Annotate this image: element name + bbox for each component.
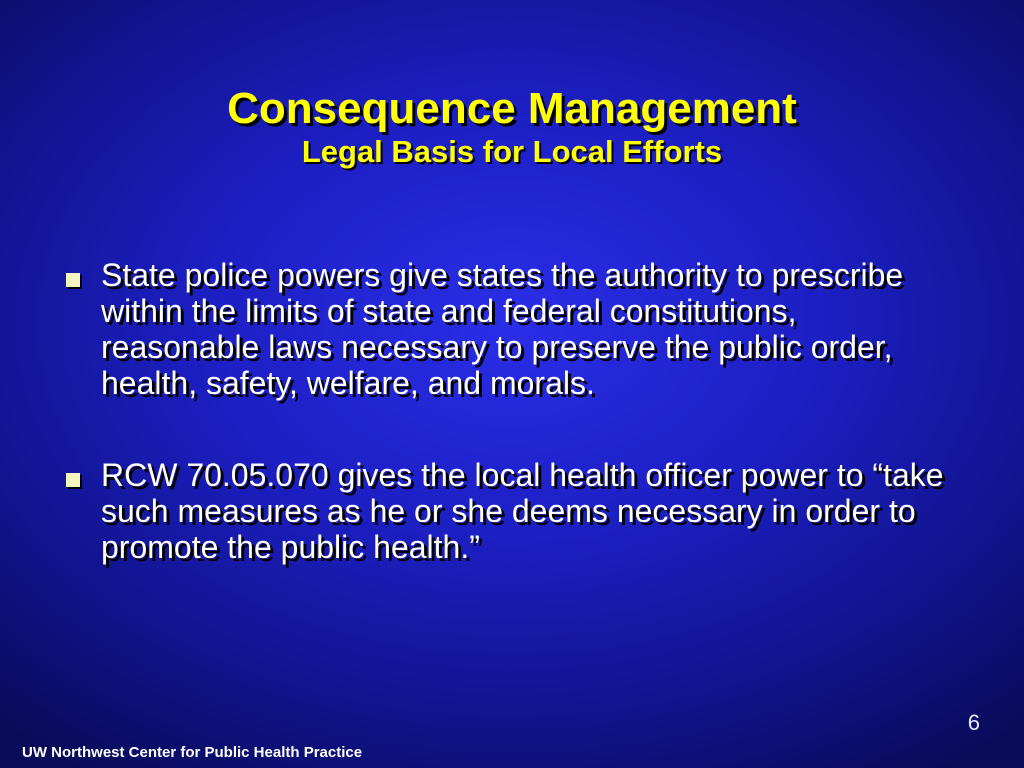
bullet-text: State police powers give states the authority to prescribe within the limits of state and federal constitutions, reasonable laws necessary to preserve the public order, health, safety, welfare, and morals. bbox=[101, 257, 904, 401]
page-number: 6 bbox=[967, 710, 980, 735]
bullet-item bbox=[58, 257, 958, 401]
square-bullet-icon bbox=[66, 473, 80, 487]
title-block bbox=[0, 84, 1024, 170]
footer-organization: UW Northwest Center for Public Health Practice bbox=[22, 744, 363, 761]
bullet-item bbox=[58, 457, 958, 565]
square-bullet-icon bbox=[66, 273, 80, 287]
bullet-text: RCW 70.05.070 gives the local health officer power to “take such measures as he or she deems necessary in order to promote the public health.” bbox=[101, 457, 944, 565]
slide-subtitle: Legal Basis for Local Efforts bbox=[301, 134, 723, 169]
bullet-list bbox=[58, 257, 958, 565]
slide-title: Consequence Management bbox=[227, 84, 797, 133]
